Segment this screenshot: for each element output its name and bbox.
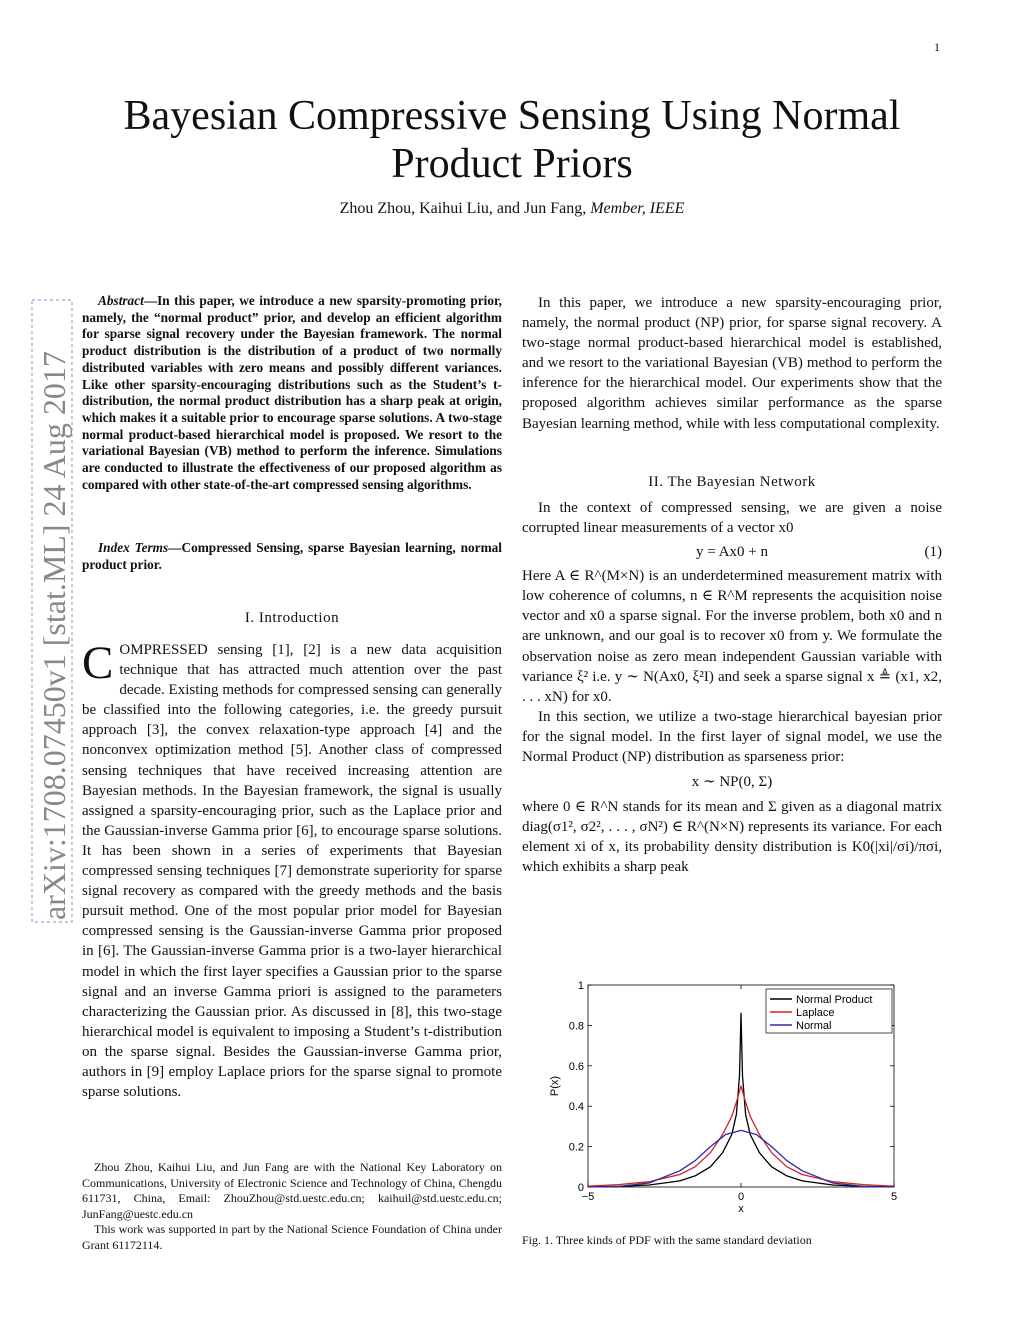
paper-title: Bayesian Compressive Sensing Using Normal Product Priors	[123, 93, 901, 187]
y-tick-label: 0	[577, 1182, 584, 1194]
legend-entry: Normal	[796, 1020, 832, 1032]
footnotes	[82, 1160, 502, 1253]
section-2-para-1: In the context of compressed sensing, we are given a noise corrupted linear measurements of a vector x0	[522, 500, 942, 537]
author-line	[100, 200, 924, 218]
author-role: Member, IEEE	[590, 200, 685, 217]
x-tick-label: −5	[581, 1191, 595, 1203]
section-1-heading: I. Introduction	[244, 610, 340, 626]
footnote-affiliation: Zhou Zhou, Kaihui Liu, and Jun Fang are with the National Key Laboratory on Communications, University of Electronic Science and Technology of China, Chengdu 611731, China, Email: ZhouZhou@std.uestc.edu.cn; kaihuil@std.uestc.edu.cn; JunFang@uestc.edu.cn	[82, 1160, 502, 1221]
section-1-body	[82, 637, 502, 1102]
section-2-para-2: Here A ∈ R^(M×N) is an underdetermined measurement matrix with low coherence of columns, n ∈ R^M represents the acquisition noise vector and x0 a sparse signal. For the inverse problem, both x0 and n are unknown, and our goal is to recover x0 from y. We formulate the observation noise as zero mean independent Gaussian variable with variance ξ² i.e. y ∼ N(Ax0, ξ²I) and seek a sparse signal x ≜ (x1, x2, . . . xN) for x0.	[522, 568, 942, 705]
dropcap-word: OMPRESSED	[119, 642, 208, 658]
section-2-body	[522, 498, 942, 878]
figure-1-caption: Fig. 1. Three kinds of PDF with the same standard deviation	[522, 1233, 812, 1247]
section-2-para-4: where 0 ∈ R^N stands for its mean and Σ given as a diagonal matrix diag(σ1², σ2², . . . , σN²) ∈ R^(N×N) represents its variance. For each element xi of x, its probability density distribution is K0(|xi|/σi)/πσi, which exhibits a sharp peak	[522, 799, 942, 876]
page-number: 1	[934, 40, 940, 54]
index-terms-label: Index Terms	[98, 540, 169, 555]
section-2-para-3: In this section, we utilize a two-stage hierarchical bayesian prior for the signal model. In the first layer of signal model, we use the Normal Product (NP) distribution as sparseness prior:	[522, 708, 942, 766]
equation-1	[522, 538, 942, 566]
arxiv-stamp-svg	[14, 298, 76, 928]
x-axis-label: x	[738, 1203, 744, 1215]
index-terms-text: —Compressed Sensing, sparse Bayesian learning, normal product prior.	[82, 540, 502, 572]
abstract	[82, 293, 502, 493]
right-intro-text: In this paper, we introduce a new sparsity-encouraging prior, namely, the normal product (NP) prior, for sparse signal recovery. A two-stage normal product-based hierarchical model is established, and we resort to the variational Bayesian (VB) method to perform the inference for the hierarchical model. Our experiments show that the proposed algorithm achieves similar performance as the sparse Bayesian learning method, while with less computational complexity.	[522, 295, 942, 432]
section-1-text: sensing [1], [2] is a new data acquisition technique that has attracted much attention over the past decade. Existing methods for compressed sensing can generally be classified into the following categories, i.e. the greedy pursuit approach [3], the convex relaxation-type approach [4] and the nonconvex optimization method [5]. Another class of compressed sensing techniques that have received increasing attention are Bayesian methods. In the Bayesian framework, the signal is usually assigned a sparsity-encouraging prior, such as the Laplace prior and the Gaussian-inverse Gamma prior [6], to encourage sparse solutions. It has been shown in a series of experiments that Bayesian compressed sensing techniques [7] demonstrate superiority for sparse signal recovery as compared with the greedy methods and the basis pursuit method. One of the most popular prior model for Bayesian compressed sensing is the Gaussian-inverse Gamma prior proposed in [6]. The Gaussian-inverse Gamma prior is a two-layer hierarchical model in which the first layer specifies a Gaussian prior to the sparse signal and an inverse Gamma priori is assigned to the parameters characterizing the Gaussian prior. As discussed in [8], this two-stage hierarchical model is equivalent to imposing a Student’s t-distribution on the sparse signal. Besides the Gaussian-inverse Gamma prior, authors in [9] employ Laplace priors for the sparse signal to promote sparse solutions.	[82, 642, 502, 1101]
footnote-funding: This work was supported in part by the National Science Foundation of China under Grant 61172114.	[82, 1222, 502, 1252]
x-tick-label: 0	[737, 1191, 745, 1203]
y-tick-label: 0.6	[568, 1060, 584, 1073]
x-tick-label: 5	[890, 1191, 898, 1203]
arxiv-stamp	[14, 298, 76, 928]
index-terms	[82, 540, 502, 573]
y-tick-label: 1	[577, 980, 584, 992]
equation-1-number: (1)	[924, 544, 942, 561]
figure-1	[540, 975, 910, 1215]
equation-2: x ∼ NP(0, Σ)	[691, 774, 773, 791]
arxiv-stamp-text: arXiv:1708.07450v1 [stat.ML] 24 Aug 2017	[36, 351, 72, 920]
author-names: Zhou Zhou, Kaihui Liu, and Jun Fang,	[339, 200, 587, 217]
legend-entry: Normal Product	[796, 994, 873, 1006]
abstract-text: —In this paper, we introduce a new sparsity-promoting prior, namely, the “normal product” prior, and develop an efficient algorithm for sparse signal recovery under the Bayesian framework. The normal product distribution is the distribution of a product of two normally distributed variables with zero means and possibly different variances. Like other sparsity-encouraging distributions such as the Student’s t-distribution, the normal product distribution has a sharp peak at origin, which makes it a suitable prior to encourage sparse solutions. A two-stage normal product-based hierarchical model is proposed. We resort to the variational Bayesian (VB) method to perform the inference. Simulations are conducted to illustrate the effectiveness of our proposed algorithm as compared with other state-of-the-art compressed sensing algorithms.	[82, 293, 502, 492]
y-tick-label: 0.2	[568, 1141, 584, 1154]
abstract-label: Abstract	[98, 293, 144, 308]
equation-1-body: y = Ax0 + n	[696, 544, 768, 561]
y-axis-label: P(x)	[549, 1075, 561, 1097]
legend-entry: Laplace	[796, 1007, 835, 1019]
section-2-heading: II. The Bayesian Network	[648, 474, 816, 490]
y-tick-label: 0.4	[568, 1101, 584, 1114]
right-intro	[522, 293, 942, 434]
dropcap: C	[82, 637, 114, 689]
pdf-chart	[540, 975, 910, 1215]
y-tick-label: 0.8	[568, 1020, 584, 1033]
